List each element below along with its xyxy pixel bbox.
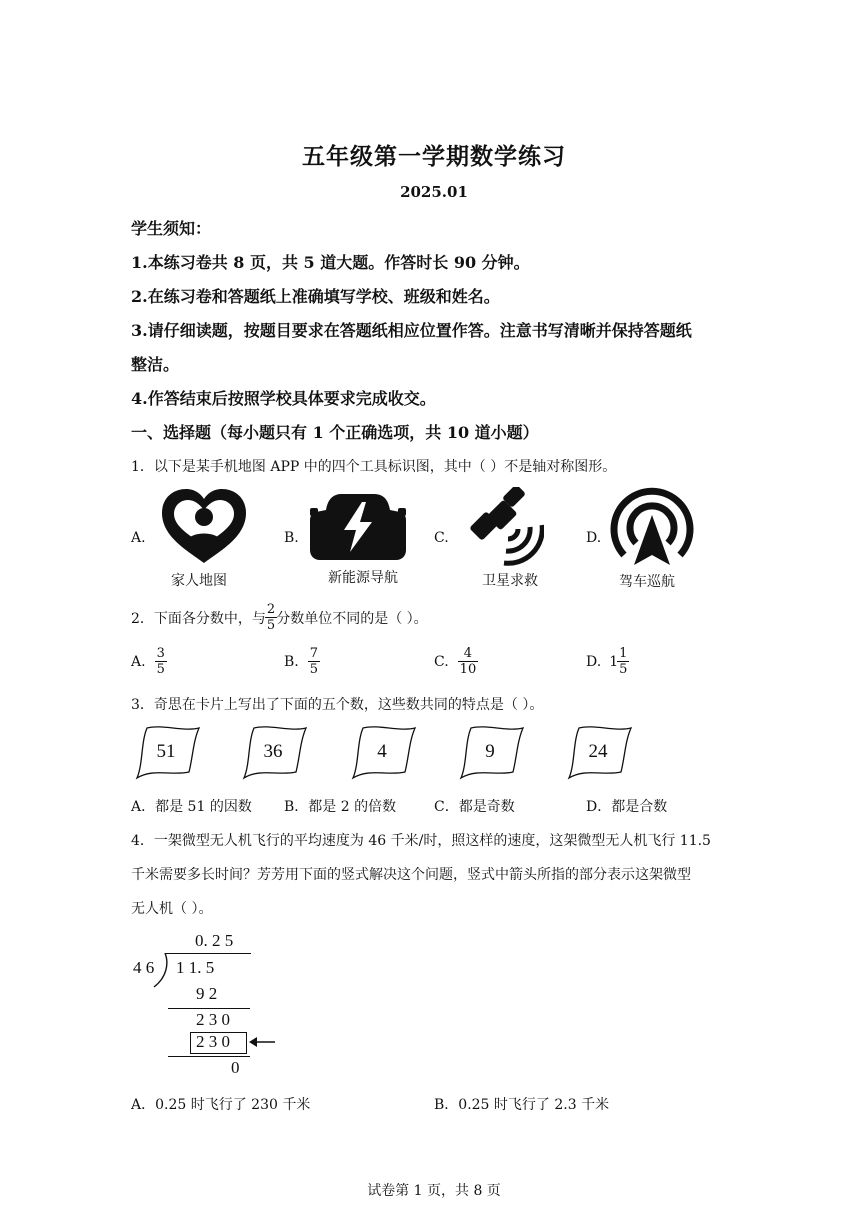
option-letter: C. [434, 530, 449, 546]
option-b: B．都是 2 的倍数 [284, 799, 397, 815]
fraction [459, 646, 478, 677]
division-step: 2 3 0 [196, 1010, 230, 1029]
family-map-icon [158, 487, 250, 567]
satellite-icon [460, 487, 544, 567]
option-letter: A. [131, 530, 146, 546]
denominator: 10 [459, 662, 477, 677]
division-dividend: 1 1. 5 [176, 958, 215, 977]
option-letter: D. [586, 530, 602, 546]
option-letter: D. [586, 653, 602, 670]
fraction [266, 602, 276, 633]
denominator: 5 [266, 618, 276, 633]
option-letter: B. [284, 530, 299, 546]
option-b [284, 646, 319, 677]
denominator: 5 [309, 662, 319, 677]
option-c: C．都是奇数 [434, 799, 515, 815]
notice-item: 4.作答结束后按照学校具体要求完成收交。 [131, 389, 436, 408]
option-letter: C. [434, 653, 449, 670]
numerator: 2 [266, 602, 276, 617]
option-a: A．0.25 时飞行了 230 千米 [131, 1097, 311, 1113]
option-c [434, 646, 477, 677]
card-number: 9 [485, 741, 495, 762]
denominator: 5 [156, 662, 165, 677]
notice-item: 整洁。 [131, 355, 180, 374]
question-4-line: 无人机（ ）。 [131, 901, 213, 917]
option-caption: 新能源导航 [328, 570, 398, 586]
numerator: 7 [309, 646, 319, 661]
option-a [131, 646, 166, 677]
ev-car-icon [308, 490, 408, 562]
notice-heading: 学生须知： [131, 219, 212, 238]
exam-date: 2025.01 [400, 183, 468, 201]
option-d: D．都是合数 [586, 799, 668, 815]
card-number: 51 [156, 741, 176, 762]
page-footer: 试卷第 1 页，共 8 页 [367, 1183, 501, 1199]
number-card [565, 724, 635, 782]
option-b: B．0.25 时飞行了 2.3 千米 [434, 1097, 610, 1113]
question-2-text-before: 2．下面各分数中，与 [131, 610, 266, 627]
number-card [133, 724, 203, 782]
denominator: 5 [619, 662, 628, 677]
number-card [349, 724, 419, 782]
question-4-line: 4．一架微型无人机飞行的平均速度为 46 千米/时，照这样的速度，这架微型无人机飞行 11.5 [131, 833, 711, 849]
notice-item: 2.在练习卷和答题纸上准确填写学校、班级和姓名。 [131, 287, 500, 306]
notice-item: 1.本练习卷共 8 页，共 5 道大题。作答时长 90 分钟。 [131, 253, 530, 272]
fraction [618, 646, 628, 677]
option-a: A．都是 51 的因数 [131, 799, 252, 815]
division-step: 9 2 [196, 984, 218, 1003]
option-letter: B. [284, 653, 299, 670]
option-caption: 驾车巡航 [619, 574, 675, 590]
section-heading: 一、选择题（每小题只有 1 个正确选项，共 10 道小题） [131, 423, 539, 442]
division-line [168, 1056, 250, 1057]
card-number: 4 [377, 741, 387, 762]
question-1-text: 1．以下是某手机地图 APP 中的四个工具标识图，其中（ ）不是轴对称图形。 [131, 459, 617, 475]
notice-item: 3.请仔细读题，按题目要求在答题纸相应位置作答。注意书写清晰并保持答题纸 [131, 321, 692, 340]
numerator: 4 [463, 646, 473, 661]
division-quotient: 0. 2 5 [195, 931, 234, 950]
number-card [457, 724, 527, 782]
fraction [156, 646, 166, 677]
card-number: 36 [263, 741, 283, 762]
numerator: 1 [619, 646, 628, 661]
number-card [240, 724, 310, 782]
navigation-icon [610, 485, 694, 569]
division-step-highlighted: 2 3 0 [196, 1032, 230, 1051]
page-title: 五年级第一学期数学练习 [302, 143, 566, 170]
card-number: 24 [588, 741, 608, 762]
question-4-line: 千米需要多长时间？芳芳用下面的竖式解决这个问题，竖式中箭头所指的部分表示这架微型 [131, 867, 691, 883]
division-remainder: 0 [231, 1058, 240, 1077]
fraction [309, 646, 319, 677]
arrow-left-icon [248, 1034, 276, 1050]
whole-number: 1 [609, 653, 619, 670]
option-caption: 卫星求救 [482, 573, 538, 589]
option-caption: 家人地图 [171, 573, 227, 589]
division-bar [165, 953, 251, 954]
division-line [168, 1008, 250, 1009]
question-3-text: 3．奇思在卡片上写出了下面的五个数，这些数共同的特点是（ ）。 [131, 697, 544, 713]
numerator: 3 [156, 646, 165, 661]
division-divisor: 4 6 [133, 958, 155, 977]
question-2-text [131, 602, 428, 633]
option-d [586, 646, 628, 677]
question-2-text-after: 分数单位不同的是（ ）。 [276, 610, 428, 627]
option-letter: A. [131, 653, 146, 670]
